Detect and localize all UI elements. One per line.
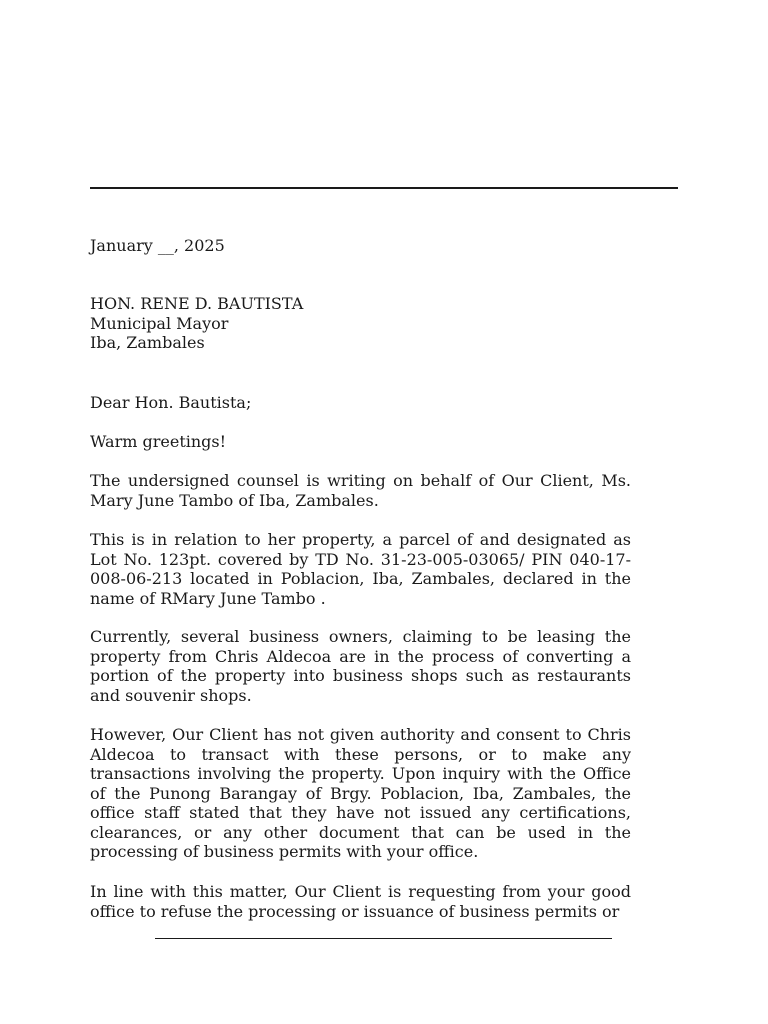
footer-divider (155, 938, 612, 939)
paragraph-client-intro: The undersigned counsel is writing on behalf of Our Client, Ms. Mary June Tambo of Iba, Zambales. (90, 471, 631, 510)
paragraph-no-authority: However, Our Client has not given authority and consent to Chris Aldecoa to transact with these persons, or to make any transactions involving the property. Upon inquiry with the Office of the Punong Barangay of Brgy. Poblacion, Iba, Zambales, the office staff stated that they have not issued any certifications, clearances, or any other document that can be used in the processing of business permits with your office. (90, 725, 631, 861)
addressee-position: Municipal Mayor (90, 313, 229, 333)
paragraph-current-situation: Currently, several business owners, claiming to be leasing the property from Chris Aldecoa are in the process of converting a portion of the property into business shops such as restaurants and souvenir shops. (90, 627, 631, 705)
letter-date: January __, 2025 (90, 236, 225, 255)
paragraph-request: In line with this matter, Our Client is requesting from your good office to refuse the processing or issuance of business permits or (90, 882, 631, 921)
header-divider (90, 187, 678, 189)
paragraph-property-details: This is in relation to her property, a parcel of and designated as Lot No. 123pt. covered by TD No. 31-23-005-03065/ PIN 040-17-008-06-213 located in Poblacion, Iba, Zambales, declared in the name of RMary June Tambo . (90, 530, 631, 608)
salutation: Dear Hon. Bautista; (90, 393, 252, 412)
addressee-name: HON. RENE D. BAUTISTA (90, 294, 304, 313)
addressee-location: Iba, Zambales (90, 333, 205, 352)
greeting: Warm greetings! (90, 432, 227, 451)
addressee-block (90, 294, 631, 353)
